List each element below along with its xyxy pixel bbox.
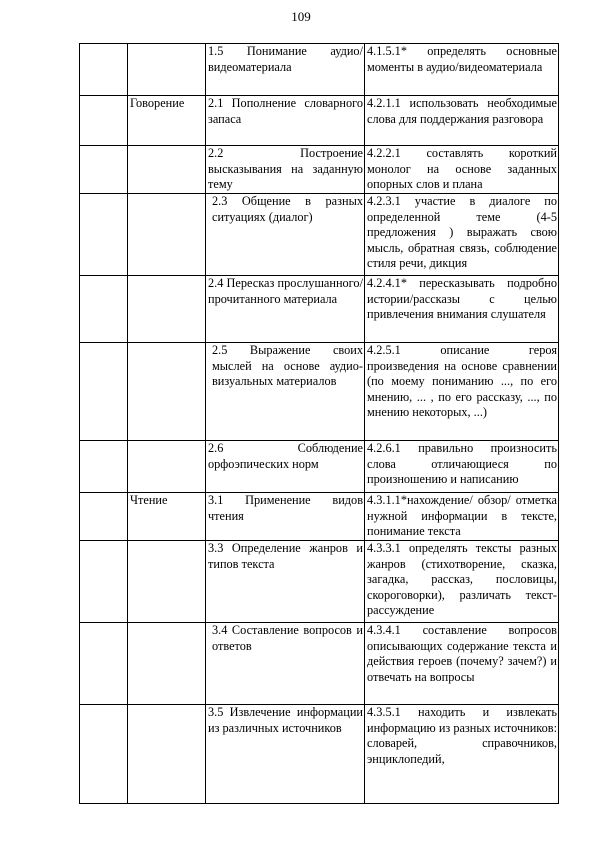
empty-cell bbox=[80, 194, 128, 276]
empty-cell bbox=[80, 44, 128, 96]
skill-cell: 2.1 Пополнение словарного запаса bbox=[206, 96, 365, 146]
section-cell bbox=[128, 146, 206, 194]
section-cell bbox=[128, 343, 206, 441]
table-row bbox=[80, 343, 559, 441]
section-cell bbox=[128, 194, 206, 276]
skill-cell: 3.1 Применение видов чтения bbox=[206, 493, 365, 541]
page-number: 109 bbox=[291, 9, 311, 24]
empty-cell bbox=[80, 705, 128, 804]
objective-cell: 4.2.2.1 составлять короткий монолог на основе заданных опорных слов и плана bbox=[365, 146, 559, 194]
objective-cell: 4.2.4.1* пересказывать подробно истории/рассказы с целью привлечения внимания слушателя bbox=[365, 276, 559, 343]
skill-cell: 3.3 Определение жанров и типов текста bbox=[206, 541, 365, 623]
skill-cell: 2.5 Выражение своих мыслей на основе аудио-визуальных материалов bbox=[206, 343, 365, 441]
table-row bbox=[80, 96, 559, 146]
objective-cell: 4.2.5.1 описание героя произведения на основе сравнении (по моему пониманию ..., по его мнению, ... , по его рассказу, ..., по мнению некоторых, ...) bbox=[365, 343, 559, 441]
skill-cell: 3.4 Составление вопросов и ответов bbox=[206, 623, 365, 705]
objective-cell: 4.3.4.1 составление вопросов описывающих содержание текста и действия героев (почему? зачем?) и отвечать на вопросы bbox=[365, 623, 559, 705]
skill-cell: 2.3 Общение в разных ситуациях (диалог) bbox=[206, 194, 365, 276]
table-row bbox=[80, 623, 559, 705]
objective-cell: 4.2.3.1 участие в диалоге по определенной теме (4-5 предложения ) выражать свою мысль, обратная связь, соблюдение стиля речи, дикция bbox=[365, 194, 559, 276]
empty-cell bbox=[80, 96, 128, 146]
objective-cell: 4.1.5.1* определять основные моменты в аудио/видеоматериала bbox=[365, 44, 559, 96]
curriculum-table bbox=[79, 43, 559, 804]
empty-cell bbox=[80, 441, 128, 493]
table-row bbox=[80, 276, 559, 343]
section-cell bbox=[128, 441, 206, 493]
empty-cell bbox=[80, 541, 128, 623]
skill-cell: 3.5 Извлечение информации из различных источников bbox=[206, 705, 365, 804]
table-row bbox=[80, 493, 559, 541]
skill-cell: 2.6 Соблюдение орфоэпических норм bbox=[206, 441, 365, 493]
empty-cell bbox=[80, 276, 128, 343]
section-cell bbox=[128, 705, 206, 804]
objective-cell: 4.2.1.1 использовать необходимые слова для поддержания разговора bbox=[365, 96, 559, 146]
table-row bbox=[80, 541, 559, 623]
table-row bbox=[80, 146, 559, 194]
table-row bbox=[80, 44, 559, 96]
table-row bbox=[80, 441, 559, 493]
section-cell bbox=[128, 276, 206, 343]
table-row bbox=[80, 705, 559, 804]
section-cell: Говорение bbox=[128, 96, 206, 146]
objective-cell: 4.2.6.1 правильно произносить слова отличающиеся по произношению и написанию bbox=[365, 441, 559, 493]
section-cell bbox=[128, 623, 206, 705]
table-row bbox=[80, 194, 559, 276]
skill-cell: 1.5 Понимание аудио/видеоматериала bbox=[206, 44, 365, 96]
empty-cell bbox=[80, 343, 128, 441]
skill-cell: 2.4 Пересказ прослушанного/прочитанного материала bbox=[206, 276, 365, 343]
skill-cell: 2.2 Построение высказывания на заданную тему bbox=[206, 146, 365, 194]
objective-cell: 4.3.5.1 находить и извлекать информацию из разных источников: словарей, справочников, энциклопедий, bbox=[365, 705, 559, 804]
objective-cell: 4.3.1.1*нахождение/ обзор/ отметка нужной информации в тексте, понимание текста bbox=[365, 493, 559, 541]
section-cell bbox=[128, 44, 206, 96]
empty-cell bbox=[80, 493, 128, 541]
objective-cell: 4.3.3.1 определять тексты разных жанров (стихотворение, сказка, загадка, рассказ, пословицы, скороговорки), различать текст-рассуждение bbox=[365, 541, 559, 623]
section-cell bbox=[128, 541, 206, 623]
empty-cell bbox=[80, 623, 128, 705]
section-cell: Чтение bbox=[128, 493, 206, 541]
empty-cell bbox=[80, 146, 128, 194]
